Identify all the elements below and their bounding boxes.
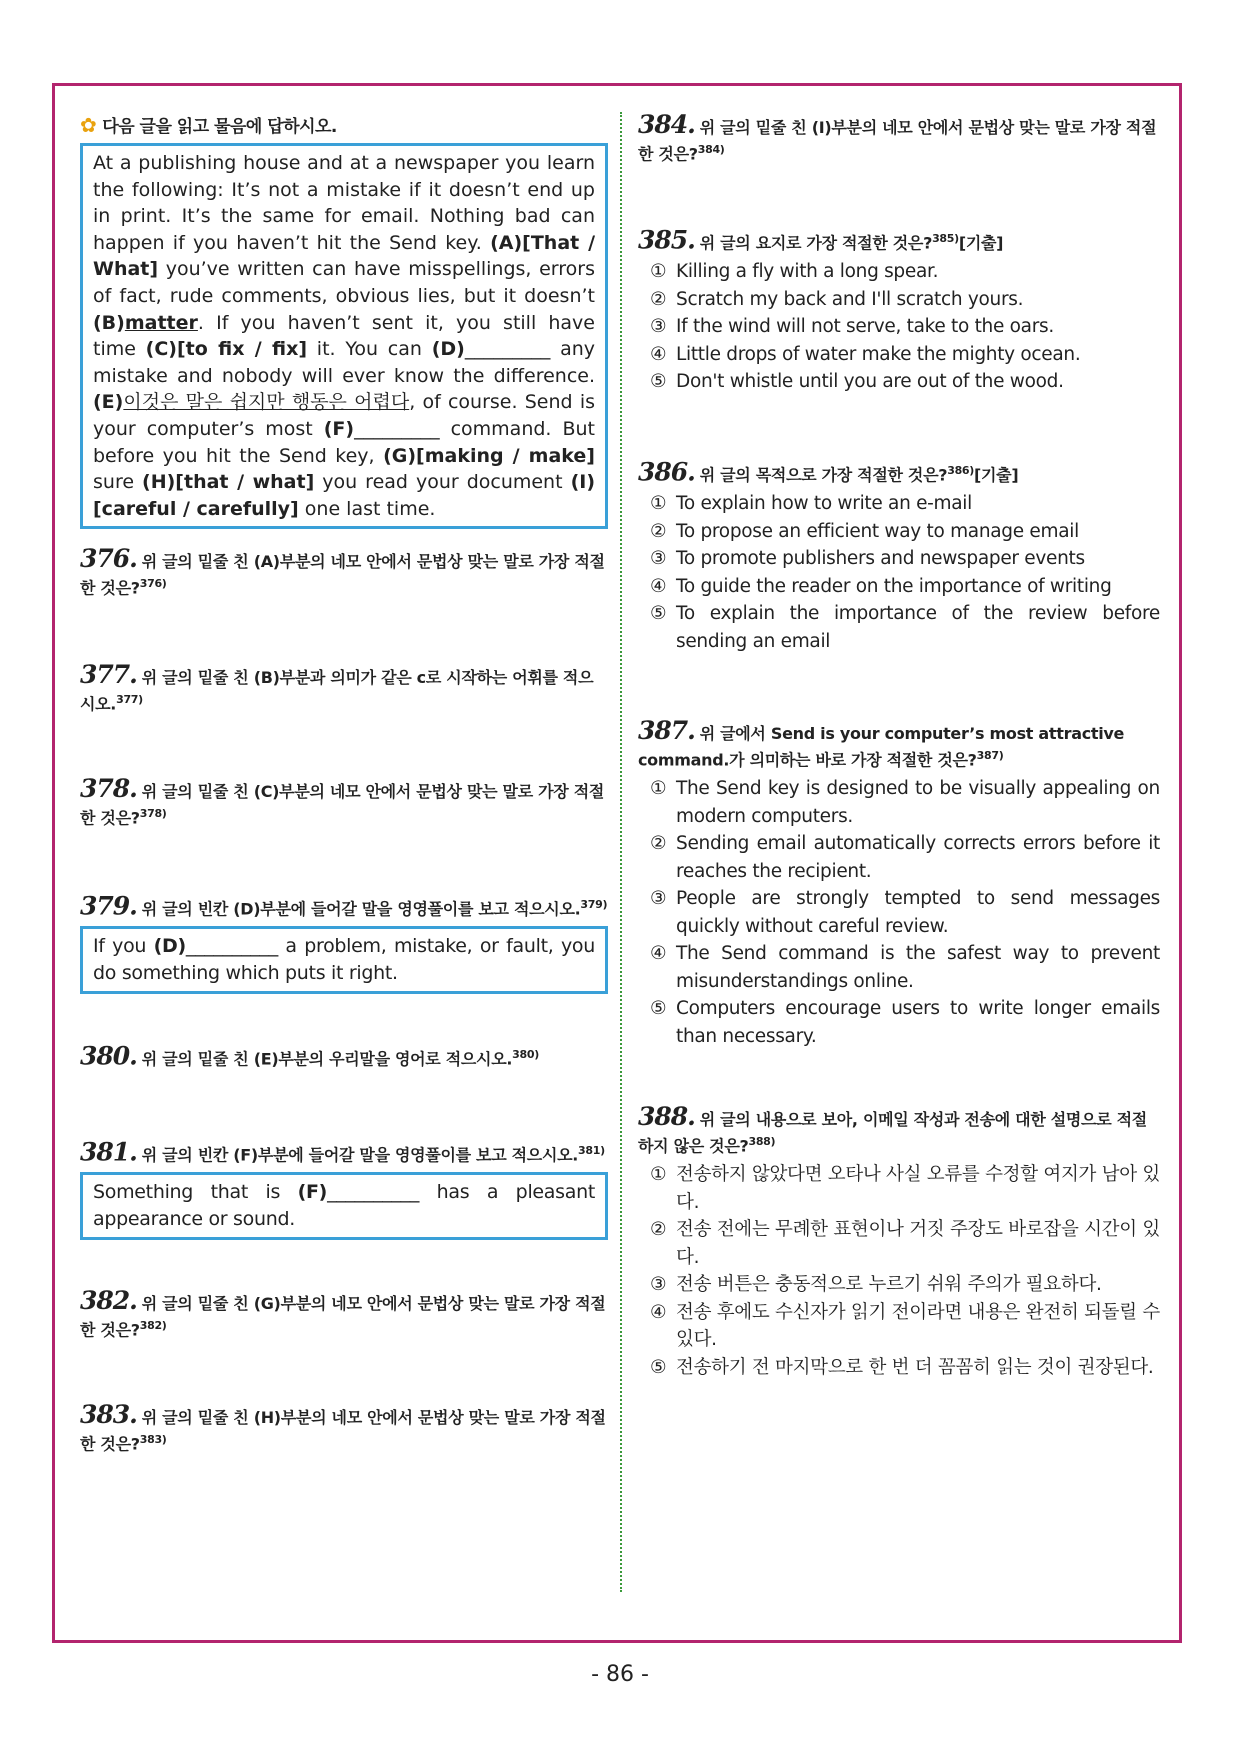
- option[interactable]: [638, 940, 1160, 995]
- question-377: [80, 660, 608, 715]
- option-marker: ①: [650, 493, 667, 515]
- question-number: 378.: [80, 774, 137, 803]
- definition-text: has a pleasant appearance or sound.: [93, 1181, 595, 1230]
- option-text: To explain the importance of the review before sending an email: [676, 603, 1160, 652]
- definition-label: (F): [297, 1181, 328, 1204]
- question-text: 위 글의 밑줄 친 (I)부분의 네모 안에서 문법상 맞는 말로 가장 적절한 것은?: [638, 118, 1157, 164]
- question-376: [80, 544, 608, 599]
- option-text: 전송 후에도 수신자가 읽기 전이라면 내용은 완전히 되돌릴 수 있다.: [676, 1301, 1160, 1351]
- option[interactable]: [638, 885, 1160, 940]
- question-text: 위 글의 빈칸 (F)부분에 들어갈 말을 영영풀이를 보고 적으시오.: [141, 1145, 579, 1165]
- option-text: The Send command is the safest way to prevent misunderstandings online.: [676, 943, 1160, 992]
- option-text: People are strongly tempted to send messages quickly without careful review.: [676, 888, 1160, 937]
- definition-text: Something that is: [93, 1181, 298, 1204]
- option-marker: ③: [650, 1274, 667, 1296]
- option-text: To guide the reader on the importance of writing: [676, 575, 1112, 597]
- question-text: 위 글에서 Send is your computer’s most attractive command.가 의미하는 바로 가장 적절한 것은?: [638, 724, 1125, 770]
- option-text: Killing a fly with a long spear.: [676, 261, 939, 283]
- passage-text: At a publishing house and at a newspaper you learn the following: It’s not a mistake if it doesn’t end up in print. It’s the same for email. Nothing bad can happen if you haven’t hit the Send key.: [93, 152, 595, 254]
- question-381: [80, 1137, 608, 1240]
- option[interactable]: [638, 775, 1160, 830]
- definition-text: If you: [93, 935, 154, 958]
- definition-blank: __________: [327, 1181, 420, 1204]
- instruction-text: 다음 글을 읽고 물음에 답하시오.: [102, 117, 337, 137]
- question-text: 위 글의 밑줄 친 (A)부분의 네모 안에서 문법상 맞는 말로 가장 적절한 것은?: [80, 552, 605, 598]
- question-text: 위 글의 밑줄 친 (H)부분의 네모 안에서 문법상 맞는 말로 가장 적절한 것은?: [80, 1408, 606, 1454]
- flower-icon: ✿: [80, 112, 97, 137]
- footnote-ref: 378): [139, 807, 167, 820]
- option[interactable]: [638, 1299, 1160, 1354]
- option-marker: ②: [650, 288, 667, 310]
- option[interactable]: [638, 286, 1160, 314]
- passage-underline-e: 이것은 말은 쉽지만 행동은 어렵다: [123, 391, 410, 414]
- footnote-ref: 380): [512, 1048, 539, 1061]
- option-text: 전송 전에는 무례한 표현이나 거짓 주장도 바로잡을 시간이 있다.: [676, 1219, 1160, 1268]
- option[interactable]: [638, 341, 1160, 369]
- left-column: [80, 112, 608, 529]
- option-text: 전송 버튼은 충동적으로 누르기 쉬워 주의가 필요하다.: [676, 1274, 1102, 1296]
- exam-tag: [기출]: [974, 465, 1019, 485]
- question-number: 384.: [638, 110, 695, 139]
- definition-box-f: [80, 1172, 608, 1239]
- passage-label-f: (F): [323, 417, 355, 440]
- question-number: 379.: [80, 891, 137, 921]
- question-text: 위 글의 밑줄 친 (C)부분의 네모 안에서 문법상 맞는 말로 가장 적절한 것은?: [80, 782, 605, 828]
- question-number: 380.: [80, 1041, 137, 1071]
- option-text: 전송하지 않았다면 오타나 사실 오류를 수정할 여지가 남아 있다.: [676, 1164, 1160, 1213]
- question-number: 382.: [80, 1286, 137, 1315]
- exam-tag: [기출]: [958, 233, 1004, 253]
- question-number: 386.: [638, 457, 695, 487]
- option[interactable]: [638, 830, 1160, 885]
- option-marker: ①: [650, 261, 667, 283]
- question-379: [80, 891, 608, 994]
- option-marker: ⑤: [650, 371, 667, 393]
- option-text: 전송하기 전 마지막으로 한 번 더 꼼꼼히 읽는 것이 권장된다.: [676, 1356, 1154, 1378]
- option-marker: ②: [650, 833, 667, 855]
- question-386: [638, 457, 1160, 655]
- option-text: To explain how to write an e-mail: [676, 493, 972, 515]
- option-text: To promote publishers and newspaper events: [676, 548, 1085, 570]
- footnote-ref: 377): [116, 693, 143, 706]
- option[interactable]: [638, 313, 1160, 341]
- question-383: [80, 1400, 608, 1455]
- question-387: [638, 716, 1160, 1050]
- definition-label: (D): [153, 935, 186, 958]
- option-text: Scratch my back and I'll scratch yours.: [676, 288, 1024, 310]
- option-text: The Send key is designed to be visually appealing on modern computers.: [676, 778, 1160, 827]
- question-number: 381.: [80, 1137, 137, 1167]
- option[interactable]: [638, 600, 1160, 655]
- option-marker: ③: [650, 548, 667, 570]
- passage-blank-d: _________: [464, 338, 551, 361]
- passage-text: it. You can: [307, 338, 432, 361]
- passage-choice-c: (C)[to fix / fix]: [145, 338, 308, 361]
- question-number: 376.: [80, 544, 137, 573]
- option-marker: ②: [650, 520, 667, 542]
- question-number: 377.: [80, 660, 137, 689]
- question-380: [80, 1041, 608, 1071]
- option[interactable]: [638, 1161, 1160, 1216]
- option[interactable]: [638, 258, 1160, 286]
- option[interactable]: [638, 490, 1160, 518]
- option[interactable]: [638, 995, 1160, 1050]
- instruction: [80, 112, 608, 137]
- question-text: 위 글의 내용으로 보아, 이메일 작성과 전송에 대한 설명으로 적절하지 않은 것은?: [638, 1110, 1147, 1156]
- question-number: 387.: [638, 716, 695, 745]
- passage-text: . If you haven’t sent it, you still have time: [93, 311, 595, 361]
- passage-text: command. But before you hit the Send key,: [93, 417, 595, 467]
- question-378: [80, 774, 608, 829]
- definition-box-d: [80, 926, 608, 993]
- footnote-ref: 384): [697, 143, 725, 156]
- footnote-ref: 385): [932, 232, 959, 245]
- passage-choice-h: (H)[that / what]: [142, 471, 315, 494]
- option-marker: ⑤: [650, 1356, 667, 1378]
- option-marker: ④: [650, 575, 667, 597]
- passage-label-b: (B): [93, 311, 125, 334]
- question-388: [638, 1102, 1160, 1381]
- passage-underline-b: matter: [124, 311, 198, 334]
- passage-blank-f: _________: [354, 417, 440, 440]
- question-number: 385.: [638, 225, 695, 255]
- passage-choice-g: (G)[making / make]: [383, 444, 595, 467]
- option[interactable]: [638, 368, 1160, 396]
- passage-text: one last time.: [298, 497, 436, 520]
- option[interactable]: [638, 1354, 1160, 1382]
- option-text: Don't whistle until you are out of the wood.: [676, 371, 1064, 393]
- passage-choice-i: (I)[careful / carefully]: [93, 471, 595, 520]
- footnote-ref: 383): [139, 1433, 167, 1446]
- definition-blank: __________: [185, 935, 278, 958]
- option-marker: ①: [650, 1164, 667, 1186]
- option-marker: ⑤: [650, 998, 667, 1020]
- option[interactable]: [638, 573, 1160, 601]
- passage-text: any mistake and nobody will ever know the difference.: [93, 338, 595, 387]
- column-divider: [620, 112, 622, 1592]
- question-384: [638, 110, 1160, 165]
- passage-box: [80, 143, 608, 529]
- footnote-ref: 379): [580, 898, 608, 911]
- passage-choice-a: (A)[That / What]: [93, 231, 596, 281]
- passage-text: you read your document: [314, 471, 571, 494]
- options-388: [638, 1161, 1160, 1381]
- option-marker: ①: [650, 778, 667, 800]
- passage-label-e: (E): [93, 391, 124, 414]
- question-text: 위 글의 밑줄 친 (G)부분의 네모 안에서 문법상 맞는 말로 가장 적절한 것은?: [80, 1294, 606, 1340]
- question-text: 위 글의 요지로 가장 적절한 것은?: [699, 233, 933, 253]
- footnote-ref: 387): [976, 749, 1004, 762]
- option-marker: ④: [650, 1301, 667, 1323]
- page-number: - 86 -: [591, 1662, 649, 1687]
- footnote-ref: 386): [947, 464, 975, 477]
- option-text: If the wind will not serve, take to the oars.: [676, 316, 1054, 338]
- option-text: Computers encourage users to write longer emails than necessary.: [676, 998, 1160, 1047]
- definition-text: a problem, mistake, or fault, you do something which puts it right.: [93, 935, 595, 984]
- passage-label-d: (D): [431, 338, 465, 361]
- option[interactable]: [638, 1271, 1160, 1299]
- option[interactable]: [638, 1216, 1160, 1271]
- question-text: 위 글의 빈칸 (D)부분에 들어갈 말을 영영풀이를 보고 적으시오.: [141, 899, 581, 919]
- question-382: [80, 1286, 608, 1341]
- option-marker: ④: [650, 943, 667, 965]
- option-marker: ③: [650, 888, 667, 910]
- options-386: [638, 490, 1160, 655]
- option-marker: ②: [650, 1219, 667, 1241]
- passage-text: you’ve written can have misspellings, errors of fact, rude comments, obvious lies, but it doesn’t: [93, 258, 595, 307]
- question-385: [638, 225, 1160, 396]
- passage-text: , of course. Send is your computer’s most: [93, 391, 595, 440]
- passage-text: sure: [93, 471, 143, 494]
- option-marker: ④: [650, 343, 667, 365]
- question-number: 388.: [638, 1102, 695, 1131]
- option-text: To propose an efficient way to manage email: [676, 520, 1079, 542]
- question-text: 위 글의 목적으로 가장 적절한 것은?: [699, 465, 948, 485]
- options-387: [638, 775, 1160, 1050]
- question-number: 383.: [80, 1400, 137, 1429]
- footnote-ref: 376): [139, 577, 167, 590]
- question-text: 위 글의 밑줄 친 (B)부분과 의미가 같은 c로 시작하는 어휘를 적으시오.: [80, 668, 594, 714]
- option-marker: ⑤: [650, 603, 667, 625]
- option-text: Little drops of water make the mighty ocean.: [676, 343, 1081, 365]
- footnote-ref: 381): [578, 1144, 605, 1157]
- options-385: [638, 258, 1160, 396]
- option[interactable]: [638, 545, 1160, 573]
- question-text: 위 글의 밑줄 친 (E)부분의 우리말을 영어로 적으시오.: [141, 1049, 513, 1069]
- footnote-ref: 388): [748, 1135, 776, 1148]
- option[interactable]: [638, 518, 1160, 546]
- option-text: Sending email automatically corrects errors before it reaches the recipient.: [676, 833, 1160, 882]
- footnote-ref: 382): [139, 1319, 167, 1332]
- option-marker: ③: [650, 316, 667, 338]
